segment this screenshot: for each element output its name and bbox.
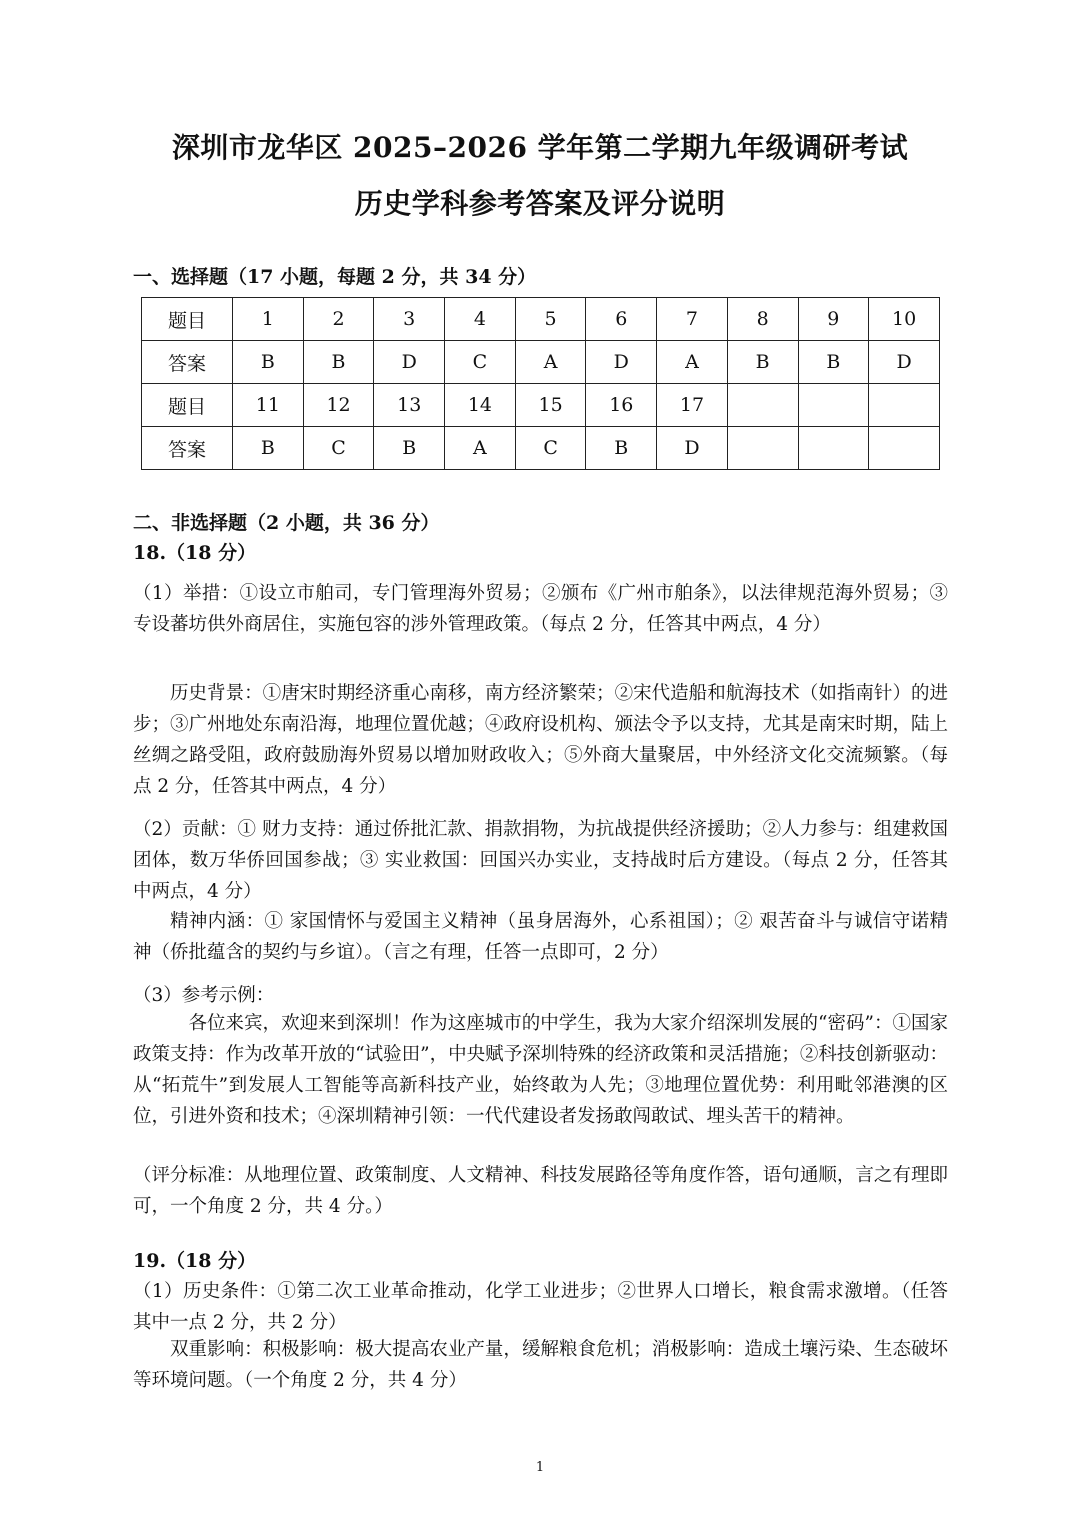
table-cell: 6 <box>586 298 657 341</box>
answer-table <box>141 297 940 470</box>
table-cell: A <box>515 341 586 384</box>
table-cell: 15 <box>515 384 586 427</box>
table-cell <box>869 384 940 427</box>
table-cell <box>727 427 798 470</box>
table-cell: B <box>798 341 869 384</box>
page-number: 1 <box>535 1460 545 1475</box>
table-cell: 3 <box>374 298 445 341</box>
q18-part3-label: （3）参考示例： <box>133 985 275 1006</box>
q18-part1-background: 历史背景：①唐宋时期经济重心南移，南方经济繁荣；②宋代造船和航海技术（如指南针）的进步；③广州地处东南沿海，地理位置优越；④政府设机构、颁法令予以支持，尤其是南宋时期，陆上丝绸之路受阻，政府鼓励海外贸易以增加财政收入；⑤外商大量聚居，中外经济文化交流频繁。（每点 2 分，任答其中两点，4 分） <box>133 683 948 797</box>
section-heading-choice: 一、选择题（17 小题，每题 2 分，共 34 分） <box>133 266 537 288</box>
table-row <box>142 341 940 384</box>
question-19-heading: 19.（18 分） <box>133 1250 257 1272</box>
table-cell: 17 <box>657 384 728 427</box>
table-row-label: 答案 <box>142 427 233 470</box>
table-row-label: 题目 <box>142 298 233 341</box>
section-heading-nonchoice: 二、非选择题（2 小题，共 36 分） <box>133 512 440 534</box>
table-cell: 7 <box>657 298 728 341</box>
q18-part1-measures: （1）举措：①设立市舶司，专门管理海外贸易；②颁布《广州市舶条》，以法律规范海外贸易；③专设蕃坊供外商居住，实施包容的涉外管理政策。（每点 2 分，任答其中两点，4 分） <box>133 583 948 635</box>
table-cell <box>798 384 869 427</box>
table-cell: 5 <box>515 298 586 341</box>
table-cell: A <box>445 427 516 470</box>
table-cell: B <box>233 427 304 470</box>
table-cell: B <box>303 341 374 384</box>
table-cell <box>727 384 798 427</box>
table-cell: 11 <box>233 384 304 427</box>
table-cell: 4 <box>445 298 516 341</box>
q18-part3-example: 各位来宾，欢迎来到深圳！作为这座城市的中学生，我为大家介绍深圳发展的“密码”：①国家政策支持：作为改革开放的“试验田”，中央赋予深圳特殊的经济政策和灵活措施；②科技创新驱动：从“拓荒牛”到发展人工智能等高新科技产业，始终敢为人先；③地理位置优势：利用毗邻港澳的区位，引进外资和技术；④深圳精神引领：一代代建设者发扬敢闯敢试、埋头苦干的精神。 <box>133 1013 948 1127</box>
table-cell: D <box>586 341 657 384</box>
q19-part1-conditions: （1）历史条件：①第二次工业革命推动，化学工业进步；②世界人口增长，粮食需求激增。（任答其中一点 2 分，共 2 分） <box>133 1281 948 1333</box>
table-cell: D <box>657 427 728 470</box>
table-cell: A <box>657 341 728 384</box>
table-cell: 16 <box>586 384 657 427</box>
q19-part1-impact: 双重影响：积极影响：极大提高农业产量，缓解粮食危机；消极影响：造成土壤污染、生态破坏等环境问题。（一个角度 2 分，共 4 分） <box>133 1339 948 1391</box>
table-cell: C <box>515 427 586 470</box>
document-subtitle: 历史学科参考答案及评分说明 <box>354 187 726 220</box>
table-cell: 13 <box>374 384 445 427</box>
table-cell: 10 <box>869 298 940 341</box>
q18-part2-contribution: （2）贡献：① 财力支持：通过侨批汇款、捐款捐物，为抗战提供经济援助；②人力参与：组建救国团体，数万华侨回国参战；③ 实业救国：回国兴办实业，支持战时后方建设。（每点 2 分，任答其中两点，4 分） <box>133 819 948 902</box>
q18-part2-spirit: 精神内涵：① 家国情怀与爱国主义精神（虽身居海外，心系祖国）；② 艰苦奋斗与诚信守诺精神（侨批蕴含的契约与乡谊）。（言之有理，任答一点即可，2 分） <box>133 911 948 963</box>
table-row-label: 答案 <box>142 341 233 384</box>
table-cell: 8 <box>727 298 798 341</box>
table-row <box>142 427 940 470</box>
table-row-label: 题目 <box>142 384 233 427</box>
table-cell: B <box>233 341 304 384</box>
table-cell <box>869 427 940 470</box>
document-title: 深圳市龙华区 2025–2026 学年第二学期九年级调研考试 <box>171 131 909 164</box>
table-cell: 14 <box>445 384 516 427</box>
table-cell: C <box>445 341 516 384</box>
table-cell: D <box>869 341 940 384</box>
q18-part3-scoring: （评分标准：从地理位置、政策制度、人文精神、科技发展路径等角度作答，语句通顺，言之有理即可，一个角度 2 分，共 4 分。） <box>133 1165 948 1217</box>
table-cell: D <box>374 341 445 384</box>
question-18-heading: 18.（18 分） <box>133 542 257 564</box>
table-row <box>142 298 940 341</box>
table-cell: B <box>727 341 798 384</box>
table-row <box>142 384 940 427</box>
table-cell: C <box>303 427 374 470</box>
table-cell: 2 <box>303 298 374 341</box>
table-cell: B <box>374 427 445 470</box>
table-cell <box>798 427 869 470</box>
table-cell: 9 <box>798 298 869 341</box>
table-cell: 12 <box>303 384 374 427</box>
table-cell: 1 <box>233 298 304 341</box>
table-cell: B <box>586 427 657 470</box>
